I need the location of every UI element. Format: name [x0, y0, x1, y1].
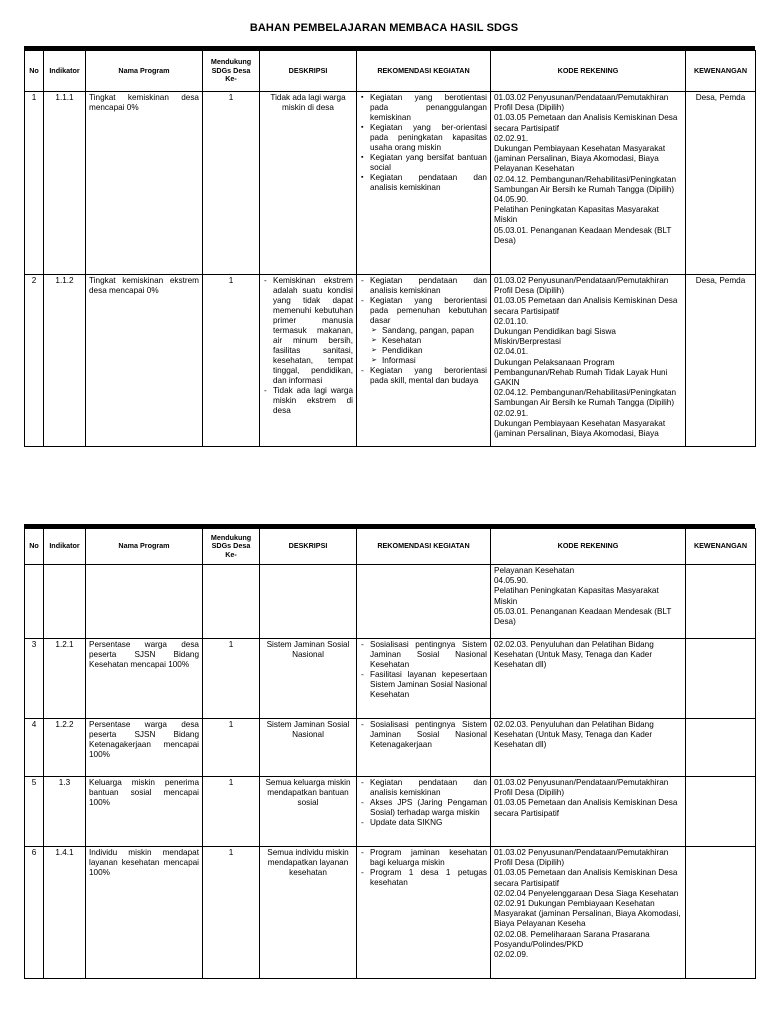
- kode-line: 01.03.05 Pemetaan dan Analisis Kemiskinan Desa secara Partisipatif: [494, 296, 678, 316]
- list-item: - Sosialisasi pentingnya Sistem Jaminan Sosial Nasional Kesehatan: [370, 640, 487, 670]
- sub-list-item: ➢ Kesehatan: [382, 336, 487, 346]
- kode-line: 01.03.05 Pemetaan dan Analisis Kemiskinan Desa secara Partisipatif: [494, 868, 678, 888]
- col-header-kode: KODE REKENING: [491, 529, 686, 565]
- kode-line: Dukungan Pelaksanaan Program Pembangunan/Rehab Rumah Tidak Layak Huni GAKIN: [494, 357, 668, 388]
- list-item: - Kegiatan yang berorientasi pada skill, mental dan budaya: [370, 366, 487, 386]
- cell-rekomendasi: [357, 719, 491, 777]
- sub-list-item: ➢ Informasi: [382, 356, 487, 366]
- cell-rekomendasi: [357, 847, 491, 979]
- table-row-continuation: [25, 565, 756, 639]
- cell-kode: [491, 719, 686, 777]
- list-item: - Program jaminan kesehatan bagi keluarga miskin: [370, 848, 487, 868]
- cell-sdgs: 1: [203, 719, 260, 777]
- kode-line: Pelatihan Peningkatan Kapasitas Masyarakat Miskin: [494, 586, 659, 606]
- col-header-program: Nama Program: [86, 51, 203, 92]
- sdgs-table: [24, 50, 756, 447]
- table-row: [25, 92, 756, 275]
- kode-line: 02.02.91 Dukungan Pembiayaan Kesehatan Masyarakat (jaminan Persalinan, Biaya Akomodasi, Biaya Pelayanan Keseha: [494, 899, 681, 929]
- list-item: ▪ Kegiatan pendataan dan analisis kemiskinan: [370, 173, 487, 193]
- cell-no: 1: [25, 92, 44, 275]
- cell-program: Persentase warga desa peserta SJSN Bidang Ketenagakerjaan mencapai 100%: [86, 719, 203, 777]
- cell-kode: [491, 777, 686, 847]
- kode-line: 02.01.10.: [494, 316, 529, 326]
- kode-line: 02.04.12. Pembangunan/Rehabilitasi/Peningkatan Sambungan Air Bersih ke Rumah Tangga (Dipilih): [494, 174, 677, 194]
- list-item: - Tidak ada lagi warga miskin ekstrem di desa: [273, 386, 353, 416]
- cell-kode: [491, 847, 686, 979]
- kode-line: Dukungan Pendidikan bagi Siswa Miskin/Berprestasi: [494, 327, 616, 347]
- cell-sdgs: 1: [203, 639, 260, 719]
- cell-no: 6: [25, 847, 44, 979]
- kode-line: Pelayanan Kesehatan: [494, 566, 575, 575]
- cell-rekomendasi: [357, 639, 491, 719]
- table-page-1: [24, 46, 755, 447]
- list-item: ▪ Kegiatan yang berotientasi pada penanggulangan kemiskinan: [370, 93, 487, 123]
- kode-line: 01.03.05 Pemetaan dan Analisis Kemiskinan Desa secara Partisipatif: [494, 798, 678, 818]
- kode-line: 02.02.09.: [494, 950, 529, 960]
- list-item: - Sosialisasi pentingnya Sistem Jaminan Sosial Nasional Ketenagakerjaan: [370, 720, 487, 750]
- cell-program: Persentase warga desa peserta SJSN Bidang Kesehatan mencapai 100%: [86, 639, 203, 719]
- col-header-indikator: Indikator: [44, 529, 86, 565]
- cell-indikator: 1.3: [44, 777, 86, 847]
- col-header-deskripsi: DESKRIPSI: [260, 529, 357, 565]
- kode-line: 05.03.01. Penanganan Keadaan Mendesak (BLT Desa): [494, 606, 672, 627]
- cell-deskripsi: Semua individu miskin mendapatkan layanan kesehatan: [260, 847, 357, 979]
- sub-list-item: ➢ Pendidikan: [382, 346, 487, 356]
- kode-line: Pelatihan Peningkatan Kapasitas Masyarakat Miskin: [494, 205, 659, 225]
- list-item: - Kegiatan pendataan dan analisis kemiskinan: [370, 778, 487, 798]
- list-item: - Program 1 desa 1 petugas kesehatan: [370, 868, 487, 888]
- kode-line: 04.05.90.: [494, 576, 529, 586]
- cell-no: 5: [25, 777, 44, 847]
- cell-deskripsi: Sistem Jaminan Sosial Nasional: [260, 719, 357, 777]
- list-item: - Update data SIKNG: [370, 818, 487, 828]
- kode-line: 02.04.12. Pembangunan/Rehabilitasi/Peningkatan Sambungan Air Bersih ke Rumah Tangga (Dipilih): [494, 388, 677, 408]
- col-header-no: No: [25, 529, 44, 565]
- col-header-sdgs: Mendukung SDGs Desa Ke-: [203, 529, 260, 565]
- cell-kode: [491, 639, 686, 719]
- cell-sdgs: 1: [203, 275, 260, 447]
- document-title: BAHAN PEMBELAJARAN MEMBACA HASIL SDGS: [249, 22, 519, 34]
- cell-program: Keluarga miskin penerima bantuan sosial mencapai 100%: [86, 777, 203, 847]
- list-item: - Kegiatan yang berorientasi pada pemenuhan kebutuhan dasar: [370, 296, 487, 326]
- cell-kewenangan: Desa, Pemda: [686, 92, 756, 275]
- cell-deskripsi: [260, 275, 357, 447]
- table-row: [25, 639, 756, 719]
- col-header-program: Nama Program: [86, 529, 203, 565]
- cell-kewenangan: [686, 847, 756, 979]
- kode-line: 02.02.91.: [494, 133, 529, 143]
- cell-deskripsi: Tidak ada lagi warga miskin di desa: [260, 92, 357, 275]
- cell-kode: [491, 92, 686, 275]
- col-header-deskripsi: DESKRIPSI: [260, 51, 357, 92]
- table-row: [25, 275, 756, 447]
- cell-sdgs: 1: [203, 847, 260, 979]
- cell-indikator: 1.1.2: [44, 275, 86, 447]
- kode-line: 05.03.01. Penanganan Keadaan Mendesak (BLT Desa): [494, 225, 672, 245]
- cell-program: Tingkat kemiskinan desa mencapai 0%: [86, 92, 203, 275]
- cell-kode: [491, 275, 686, 447]
- list-item: ▪ Kegiatan yang ber-orientasi pada peningkatan kapasitas usaha orang miskin: [370, 123, 487, 153]
- col-header-kode: KODE REKENING: [491, 51, 686, 92]
- kode-line: 02.02.03. Penyuluhan dan Pelatihan Bidang Kesehatan (Untuk Masy, Tenaga dan Kader Kesehatan dll): [494, 640, 654, 670]
- cell-rekomendasi: [357, 777, 491, 847]
- list-item: - Kemiskinan ekstrem adalah suatu kondisi yang tidak dapat memenuhi kebutuhan primer manusia termasuk makanan, air minum bersih, fasilitas sanitasi, kesehatan, tempat tinggal, pendidikan, dan informasi: [273, 276, 353, 386]
- kode-line: 02.04.01.: [494, 347, 529, 357]
- cell-sdgs: 1: [203, 777, 260, 847]
- cell-kewenangan: [686, 719, 756, 777]
- table-row: [25, 777, 756, 847]
- header-row: [25, 51, 756, 92]
- table-row: [25, 847, 756, 979]
- kode-line: Dukungan Pembiayaan Kesehatan Masyarakat (jaminan Persalinan, Biaya Akomodasi, Biaya Pelayanan Kesehatan: [494, 144, 666, 174]
- cell-kewenangan: [686, 777, 756, 847]
- col-header-kewenangan: KEWENANGAN: [686, 51, 756, 92]
- header-row: [25, 529, 756, 565]
- cell-indikator: 1.2.1: [44, 639, 86, 719]
- col-header-indikator: Indikator: [44, 51, 86, 92]
- sdgs-table-continued: [24, 528, 756, 979]
- col-header-rekomendasi: REKOMENDASI KEGIATAN: [357, 51, 491, 92]
- col-header-kewenangan: KEWENANGAN: [686, 529, 756, 565]
- kode-line: 01.03.02 Penyusunan/Pendataan/Pemutakhiran Profil Desa (Dipilih): [494, 276, 669, 296]
- cell-indikator: 1.1.1: [44, 92, 86, 275]
- list-item: - Fasilitasi layanan kepesertaan Sistem Jaminan Sosial Nasional Kesehatan: [370, 670, 487, 700]
- cell-program: Individu miskin mendapat layanan kesehatan mencapai 100%: [86, 847, 203, 979]
- kode-line: 01.03.02 Penyusunan/Pendataan/Pemutakhiran Profil Desa (Dipilih): [494, 778, 669, 798]
- list-item: ▪ Kegiatan yang bersifat bantuan social: [370, 153, 487, 173]
- kode-line: 04.05.90.: [494, 195, 529, 205]
- cell-kewenangan: [686, 639, 756, 719]
- kode-line: 02.02.04 Penyelenggaraan Desa Siaga Kesehatan: [494, 888, 679, 898]
- table-page-2: [24, 524, 755, 979]
- cell-kode: [491, 565, 686, 639]
- cell-program: Tingkat kemiskinan ekstrem desa mencapai 0%: [86, 275, 203, 447]
- cell-indikator: 1.2.2: [44, 719, 86, 777]
- col-header-rekomendasi: REKOMENDASI KEGIATAN: [357, 529, 491, 565]
- cell-kewenangan: Desa, Pemda: [686, 275, 756, 447]
- list-item: - Kegiatan pendataan dan analisis kemiskinan: [370, 276, 487, 296]
- cell-sdgs: 1: [203, 92, 260, 275]
- cell-no: 3: [25, 639, 44, 719]
- cell-deskripsi: Semua keluarga miskin mendapatkan bantuan sosial: [260, 777, 357, 847]
- kode-line: 01.03.02 Penyusunan/Pendataan/Pemutakhiran Profil Desa (Dipilih): [494, 93, 669, 113]
- cell-deskripsi: Sistem Jaminan Sosial Nasional: [260, 639, 357, 719]
- kode-line: 02.02.03. Penyuluhan dan Pelatihan Bidang Kesehatan (Untuk Masy, Tenaga dan Kader Kesehatan dll): [494, 720, 654, 750]
- list-item: - Akses JPS (Jaring Pengaman Sosial) terhadap warga miskin: [370, 798, 487, 818]
- table-row: [25, 719, 756, 777]
- kode-line: 02.02.91.: [494, 408, 529, 418]
- col-header-sdgs: Mendukung SDGs Desa Ke-: [203, 51, 260, 92]
- kode-line: 01.03.05 Pemetaan dan Analisis Kemiskinan Desa secara Partisipatif: [494, 113, 678, 133]
- kode-line: Dukungan Pembiayaan Kesehatan Masyarakat (jaminan Persalinan, Biaya Akomodasi, Biaya: [494, 418, 666, 439]
- kode-line: 01.03.02 Penyusunan/Pendataan/Pemutakhiran Profil Desa (Dipilih): [494, 848, 669, 868]
- cell-indikator: 1.4.1: [44, 847, 86, 979]
- cell-no: 4: [25, 719, 44, 777]
- sub-list-item: ➢ Sandang, pangan, papan: [382, 326, 487, 336]
- cell-rekomendasi: [357, 92, 491, 275]
- kode-line: 02.02.08. Pemeliharaan Sarana Prasarana Posyandu/Polindes/PKD: [494, 929, 650, 949]
- cell-rekomendasi: [357, 275, 491, 447]
- cell-no: 2: [25, 275, 44, 447]
- col-header-no: No: [25, 51, 44, 92]
